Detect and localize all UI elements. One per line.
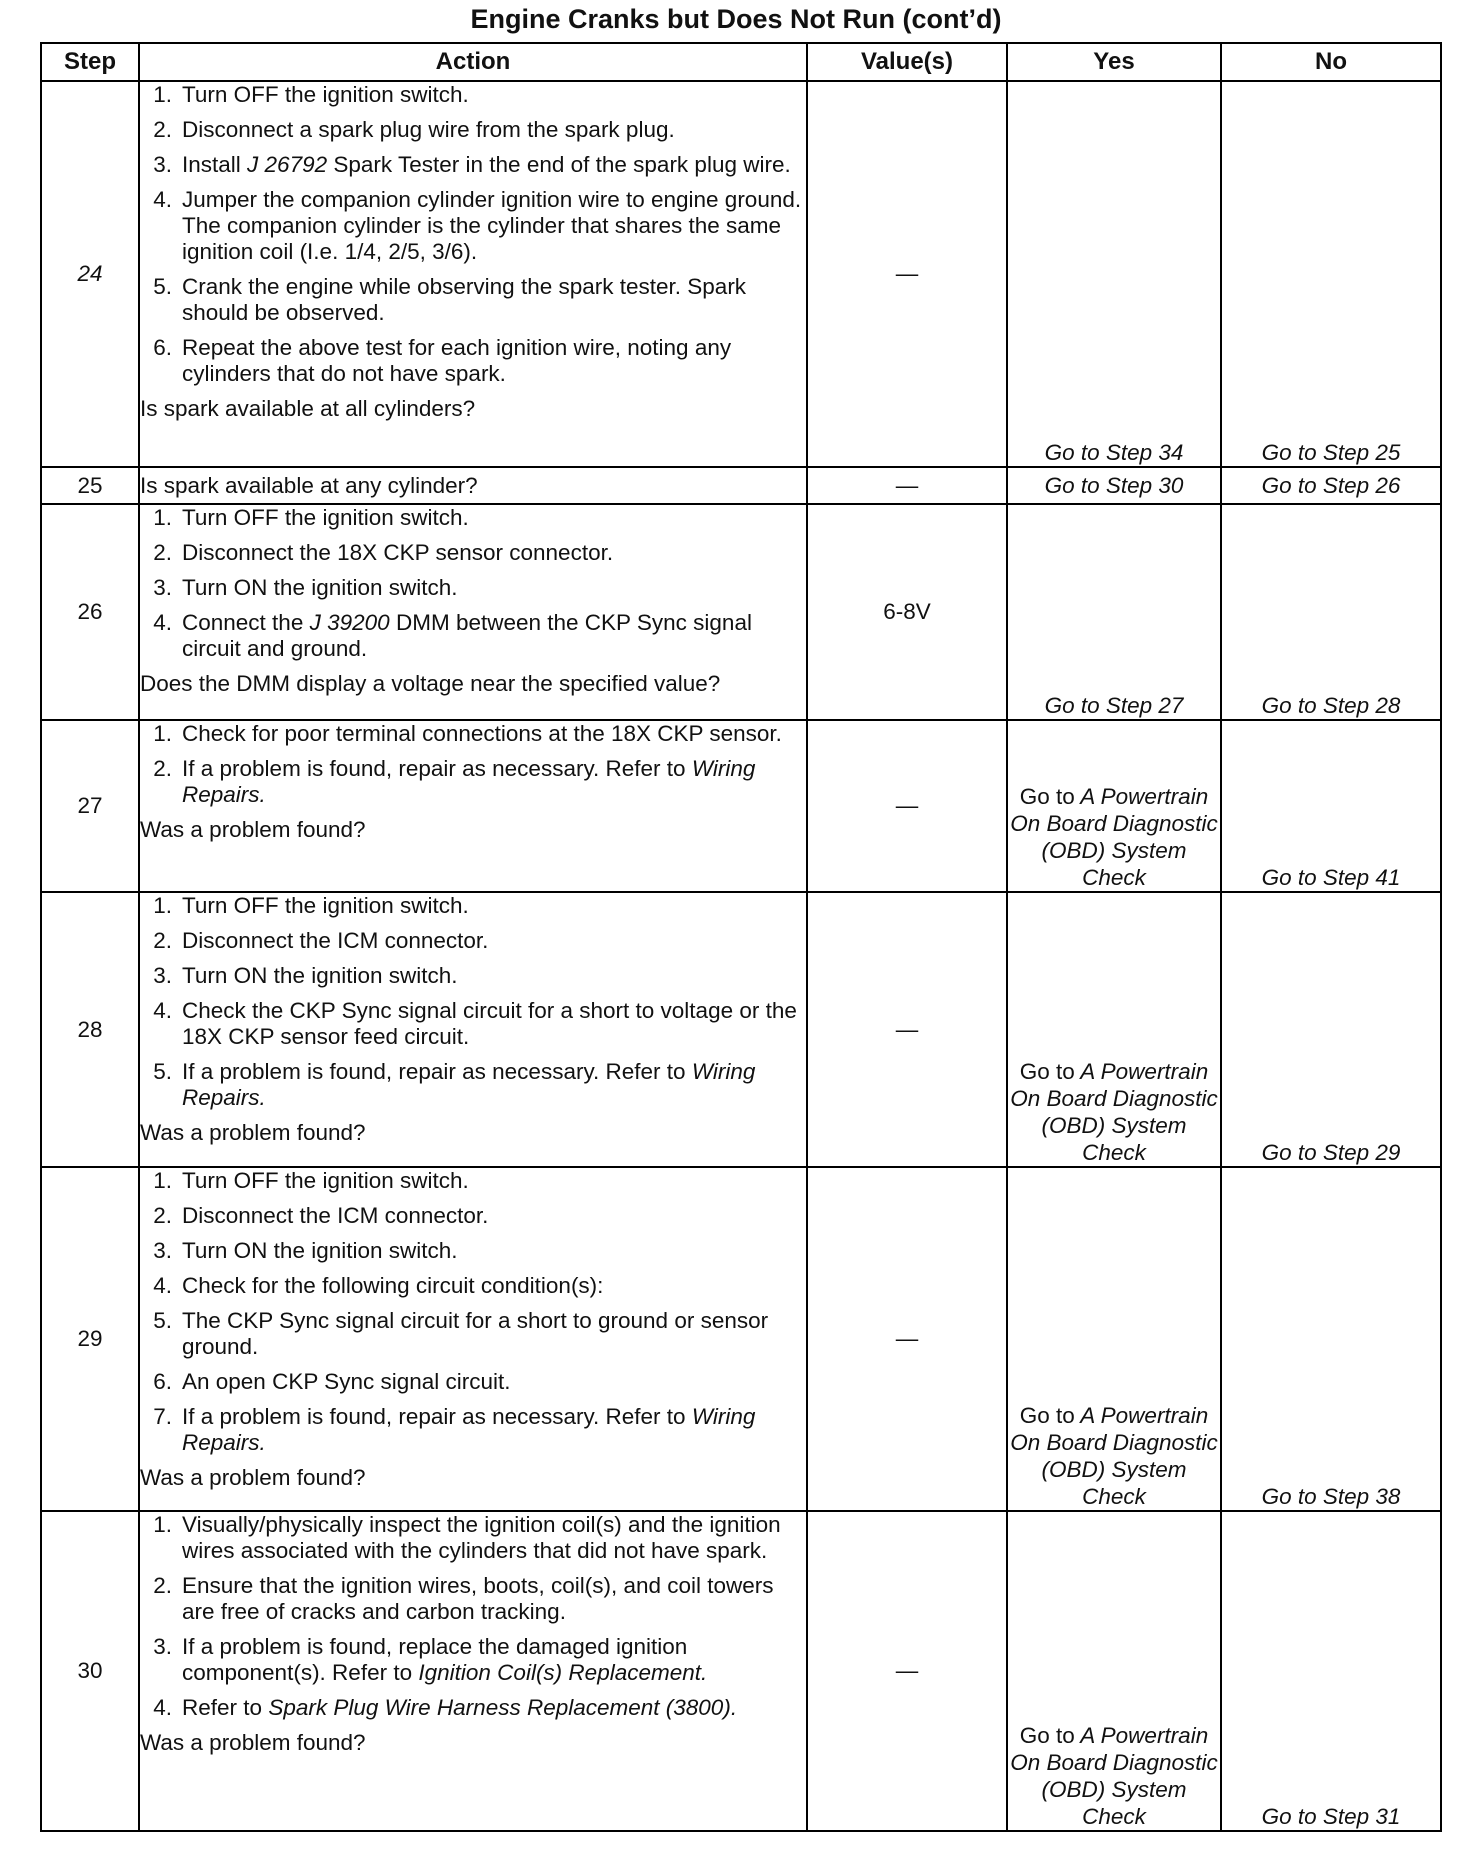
table-row [41,1511,1441,1831]
action-cell [139,467,807,504]
list-item: 2. Disconnect the ICM connector. [153,928,489,953]
diagnostic-table [40,42,1442,1832]
question: Was a problem found? [140,1120,366,1145]
table-row [41,81,1441,467]
question: Does the DMM display a voltage near the specified value? [140,671,721,696]
no-cell [1221,1511,1441,1831]
action-cell [139,504,807,720]
action-list [140,505,806,662]
action-list [140,1168,806,1456]
list-item: 1. Turn OFF the ignition switch. [153,893,469,918]
action-list [140,721,806,808]
table-row [41,504,1441,720]
page-title: Engine Cranks but Does Not Run (cont’d) [470,4,1002,34]
action-cell [139,81,807,467]
list-item: 4. Check the CKP Sync signal circuit for a short to voltage or the 18X CKP sensor feed circuit. [153,998,797,1049]
wiring-repairs-ref[interactable]: Wiring Repairs. [182,1059,756,1110]
yes-link[interactable]: Go to A Powertrain On Board Diagnostic (OBD) System Check [1010,784,1218,890]
wiring-repairs-ref[interactable]: Wiring Repairs. [182,1404,756,1455]
action-cell [139,1511,807,1831]
list-item: 2. Disconnect the ICM connector. [153,1203,489,1228]
yes-link[interactable]: Go to A Powertrain On Board Diagnostic (OBD) System Check [1010,1723,1218,1829]
action-cell [139,1167,807,1511]
value-cell: 6-8V [807,504,1007,720]
step-number: 26 [41,504,139,720]
no-link[interactable]: Go to Step 26 [1261,473,1401,498]
no-link[interactable]: Go to Step 38 [1261,1484,1401,1509]
list-item: 2. Ensure that the ignition wires, boots, coil(s), and coil towers are free of cracks and carbon tracking. [153,1573,774,1624]
value-cell: — [807,1511,1007,1831]
header-action: Action [139,43,807,81]
question: Was a problem found? [140,1730,366,1755]
yes-link[interactable]: Go to A Powertrain On Board Diagnostic (OBD) System Check [1010,1059,1218,1165]
no-link[interactable]: Go to Step 41 [1261,865,1401,890]
list-item: 3. Turn ON the ignition switch. [153,1238,458,1263]
table-row [41,720,1441,892]
list-item: 3. Turn ON the ignition switch. [153,963,458,988]
no-link[interactable]: Go to Step 31 [1261,1804,1401,1829]
no-cell [1221,81,1441,467]
question: Is spark available at all cylinders? [140,396,476,421]
list-item: 2. If a problem is found, repair as necessary. Refer to Wiring Repairs. [153,756,756,807]
list-item: 5. Crank the engine while observing the spark tester. Spark should be observed. [153,274,747,325]
list-item: 2. Disconnect a spark plug wire from the spark plug. [153,117,675,142]
value-cell: — [807,892,1007,1167]
yes-link[interactable]: Go to Step 27 [1044,693,1184,718]
table-row [41,892,1441,1167]
yes-link[interactable]: Go to Step 34 [1044,440,1184,465]
list-item: 1. Check for poor terminal connections at the 18X CKP sensor. [153,721,782,746]
list-item: 7. If a problem is found, repair as necessary. Refer to Wiring Repairs. [153,1404,756,1455]
no-cell [1221,1167,1441,1511]
list-item: 1. Turn OFF the ignition switch. [153,505,469,530]
header-yes: Yes [1007,43,1221,81]
value-cell: — [807,720,1007,892]
no-link[interactable]: Go to Step 29 [1261,1140,1401,1165]
yes-cell [1007,504,1221,720]
list-item: 5. The CKP Sync signal circuit for a short to ground or sensor ground. [153,1308,769,1359]
list-item: 1. Turn OFF the ignition switch. [153,1168,469,1193]
no-link[interactable]: Go to Step 28 [1261,693,1401,718]
list-item: 4. Connect the J 39200 DMM between the CKP Sync signal circuit and ground. [153,610,752,661]
yes-cell [1007,81,1221,467]
list-item: 4. Refer to Spark Plug Wire Harness Replacement (3800). [153,1695,738,1720]
action-cell [139,720,807,892]
no-cell [1221,504,1441,720]
yes-link[interactable]: Go to A Powertrain On Board Diagnostic (OBD) System Check [1010,1403,1218,1509]
step-number: 28 [41,892,139,1167]
header-step: Step [41,43,139,81]
ignition-coil-replacement-ref[interactable]: Ignition Coil(s) Replacement. [418,1660,708,1685]
header-values: Value(s) [807,43,1007,81]
list-item: 3. Turn ON the ignition switch. [153,575,458,600]
yes-cell [1007,892,1221,1167]
step-number: 30 [41,1511,139,1831]
list-item: 1. Visually/physically inspect the ignition coil(s) and the ignition wires associated with the cylinders that did not have spark. [153,1512,781,1563]
action-list [140,1512,806,1721]
list-item: 1. Turn OFF the ignition switch. [153,82,469,107]
list-item: 2. Disconnect the 18X CKP sensor connector. [153,540,614,565]
value-cell: — [807,467,1007,504]
list-item: 4. Jumper the companion cylinder ignition wire to engine ground. The companion cylinder is the cylinder that shares the same ignition coil (I.e. 1/4, 2/5, 3/6). [153,187,802,264]
question: Was a problem found? [140,1465,366,1490]
step-number: 24 [41,81,139,467]
yes-cell [1007,467,1221,504]
yes-cell [1007,1511,1221,1831]
list-item: 6. Repeat the above test for each ignition wire, noting any cylinders that do not have spark. [153,335,732,386]
step-number: 25 [41,467,139,504]
wiring-repairs-ref[interactable]: Wiring Repairs. [182,756,756,807]
question: Is spark available at any cylinder? [140,472,478,498]
action-cell [139,892,807,1167]
list-item: 5. If a problem is found, repair as necessary. Refer to Wiring Repairs. [153,1059,756,1110]
no-cell [1221,720,1441,892]
value-cell: — [807,81,1007,467]
list-item: 4. Check for the following circuit condition(s): [153,1273,604,1298]
yes-cell [1007,1167,1221,1511]
spark-plug-wire-harness-ref[interactable]: Spark Plug Wire Harness Replacement (3800). [268,1695,738,1720]
list-item: 3. Install J 26792 Spark Tester in the end of the spark plug wire. [153,152,791,177]
list-item: 3. If a problem is found, replace the damaged ignition component(s). Refer to Ignition Coil(s) Replacement. [153,1634,708,1685]
no-cell [1221,892,1441,1167]
table-row [41,1167,1441,1511]
table-row [41,467,1441,504]
no-cell [1221,467,1441,504]
yes-cell [1007,720,1221,892]
yes-link[interactable]: Go to Step 30 [1044,473,1184,498]
step-number: 29 [41,1167,139,1511]
header-row [41,43,1441,81]
step-number: 27 [41,720,139,892]
question: Was a problem found? [140,817,366,842]
action-list [140,82,806,387]
no-link[interactable]: Go to Step 25 [1261,440,1401,465]
header-no: No [1221,43,1441,81]
list-item: 6. An open CKP Sync signal circuit. [153,1369,511,1394]
action-list [140,893,806,1111]
value-cell: — [807,1167,1007,1511]
